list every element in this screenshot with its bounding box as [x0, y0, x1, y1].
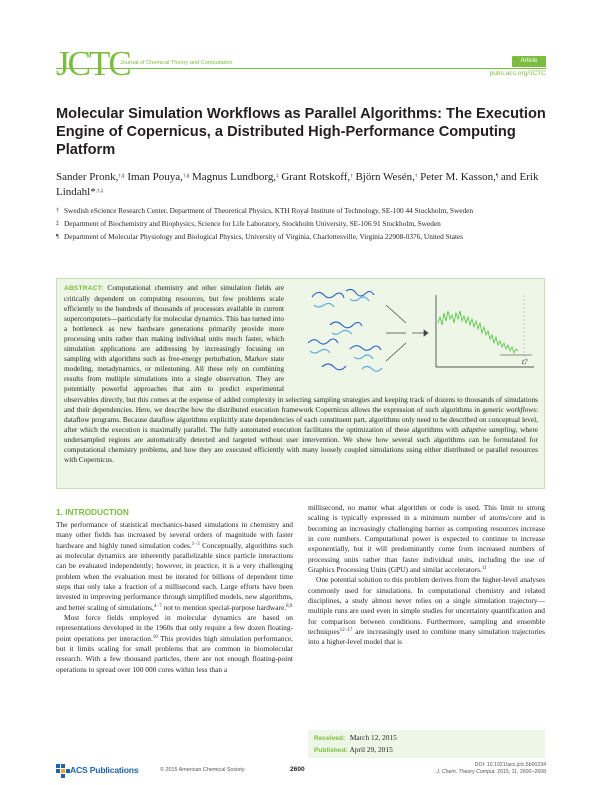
- affiliation-item: [56, 206, 546, 216]
- author-list: [56, 170, 546, 200]
- affiliation-symbol: ¶: [56, 234, 59, 240]
- published-date: April 29, 2015: [349, 744, 393, 754]
- citation-journal: J. Chem. Theory Comput.: [436, 769, 496, 775]
- citation-line: [436, 769, 546, 776]
- affiliation-text: Swedish eScience Research Center, Department of Theoretical Physics, KTH Royal Institute of Technology, SE-100 44 Stockholm, Sweden: [64, 206, 474, 215]
- body-paragraph: [56, 613, 293, 675]
- citation-ref[interactable]: 12−17: [339, 628, 353, 634]
- body-paragraph: [308, 503, 545, 575]
- affiliation-item: [56, 219, 546, 229]
- received-date: March 12, 2015: [349, 733, 397, 742]
- body-paragraph: [56, 520, 293, 613]
- author-affiliation-mark: ¶: [495, 174, 499, 179]
- journal-logo: [56, 44, 130, 86]
- header-divider: [56, 68, 546, 69]
- body-text: One potential solution to this problem derives from the higher-level analyses commonly used for simulations. In computational chemistry and related disciplines, a study almost never relies on a single simulation trajectory—multiple runs are used even in simple studies for uncertainty quantification and for comparison between conditions. Furthermore, sampling and ensemble techniques: [308, 575, 545, 637]
- publication-dates: [308, 730, 545, 758]
- doi-citation: [436, 762, 546, 776]
- affiliation-symbol: ‡: [56, 221, 59, 227]
- abstract-label: ABSTRACT:: [64, 285, 104, 292]
- author-name[interactable]: and Erik Lindahl*: [56, 171, 539, 198]
- article-type-badge: Article: [512, 56, 546, 67]
- publisher-name: ACS Publications: [70, 765, 139, 775]
- toc-graphic: [300, 283, 540, 383]
- body-column-left: [56, 520, 293, 675]
- body-text: not to mention special-purpose hardware.: [161, 602, 287, 612]
- copyright-notice: © 2015 American Chemical Society: [160, 767, 245, 773]
- doi-link[interactable]: DOI: 10.1021/acs.jctc.5b00234: [474, 762, 546, 768]
- abstract-text-part: : dataflow programs. Because dataflow algorithms explicitly state dependencies of each constituent part, algorithms only need to be described on conceptual level, after which the execution is maximally parallel. The fully automated execution facilitates the optimization of these algorithms with: [64, 404, 538, 434]
- author-name[interactable]: Grant Rotskoff,: [281, 171, 351, 183]
- toc-graphic-label: t?: [522, 358, 528, 366]
- affiliation-text: Department of Molecular Physiology and Biological Physics, University of Virginia, Charlottesville, Virginia 22908-0376, United States: [64, 232, 464, 241]
- workflow-arrows: [386, 305, 428, 361]
- journal-logo-letters: JCTC: [56, 44, 130, 83]
- author-affiliation-mark: †: [414, 174, 418, 179]
- journal-name: Journal of Chemical Theory and Computation: [120, 60, 233, 66]
- section-heading: 1. INTRODUCTION: [56, 507, 129, 517]
- author-name[interactable]: Magnus Lundborg,: [191, 171, 277, 183]
- citation-ref[interactable]: 10: [152, 634, 158, 640]
- body-text: The performance of statistical mechanics-based simulations in chemistry and many other fields has increased by several orders of magnitude with faster hardware and highly tuned simulation codes.: [56, 520, 293, 550]
- author-affiliation-mark: †,§: [118, 174, 125, 179]
- author-affiliation-mark: †: [350, 174, 353, 179]
- affiliation-item: [56, 232, 546, 242]
- author-name[interactable]: Björn Wesén,: [355, 171, 415, 183]
- received-label: Received:: [314, 735, 346, 742]
- abstract-text-part: , where undersampled regions are automatically detected and targeted without user intervention. We show how several such algorithms can be formulated for computational chemistry problems, and how they are executed efficiently with many loosely coupled simulations using either distributed or parallel resources with Copernicus.: [64, 424, 538, 464]
- body-paragraph: [308, 575, 545, 647]
- body-text: Conceptually, algorithms such as molecular dynamics are inherently parallelizable since particle interactions can be evaluated independently; however, in practice, it is a very challenging problem when the evaluation must be iterated for billions of dependent time steps that only take a fraction of a millisecond each. Large efforts have been invested in improving performance through simplified models, new algorithms, and better scaling of simulations,: [56, 540, 293, 612]
- author-affiliation-mark: ,†,‡: [95, 189, 104, 194]
- page-number: 2600: [290, 766, 305, 773]
- affiliation-symbol: †: [56, 208, 59, 214]
- affiliation-list: [56, 206, 546, 245]
- author-affiliation-mark: ‡: [276, 174, 279, 179]
- acs-logo-icon: [56, 764, 70, 778]
- author-name[interactable]: Peter M. Kasson,: [420, 171, 496, 183]
- body-column-right: [308, 503, 545, 648]
- molecule-structures: [308, 289, 382, 371]
- received-row: [314, 733, 539, 745]
- citation-details: 2015, 11, 2600−2608: [495, 769, 546, 775]
- author-affiliation-mark: †,§: [182, 174, 190, 179]
- journal-url-link[interactable]: pubs.acs.org/JCTC: [489, 70, 546, 77]
- trajectory-plot: [436, 295, 534, 367]
- abstract-emphasis: adaptive sampling: [461, 424, 516, 434]
- abstract-text-part: Computational chemistry and other simulation fields are critically dependent on computing resources, but few problems scale efficiently to the hundreds of thousands of processors available in current supercomputers—particularly for molecular dynamics. This has turned into a bottleneck as new hardware generations primarily provide more processing units rather than making individual units much faster, which simulation applications are addressing by increasingly focusing on sampling with algorithms such as free-energy perturbation, Markov state modeling, metadynamics, or milestoning. All these rely on combining results from multiple simulations into a single observation. They are potentially powerful approaches that aim to predict experimental observables directly, but this comes at the expense of added complexity in selecting sampling strategies and keeping track of dozens to thousands of simulations and their dependencies. Here, we describe how the distributed execution framework Copernicus allows the expression of such algorithms in generic: [64, 283, 538, 414]
- citation-ref[interactable]: 1−3: [191, 541, 200, 547]
- author-name[interactable]: Iman Pouya,: [127, 171, 183, 183]
- body-text: Most force fields employed in molecular dynamics are based on representations developed in the 1960s that only require a few dozen floating-point operations per interaction.: [56, 613, 293, 643]
- citation-ref[interactable]: 11: [481, 566, 487, 572]
- paper-title: Molecular Simulation Workflows as Parallel Algorithms: The Execution Engine of Copernicus, a Distributed High-Performance Computing Platform: [56, 106, 546, 158]
- author-name[interactable]: Sander Pronk,: [56, 171, 119, 183]
- abstract-emphasis: workflows: [505, 404, 536, 414]
- body-text: are increasingly used to combine many simulation trajectories into a higher-level model that is: [308, 627, 545, 647]
- body-text: millisecond, no matter what algorithm or code is used. This limit to strong scaling is typically expressed in a minimum number of atoms/core and is becoming an increasingly challenging barrier as computing resources increase in core numbers. Computational power is expected to continue to increase exponentially, but it will predominantly come from increased numbers of processing units rather than faster individual units, including the use of Graphics Processing Units (GPU) and similar accelerators.: [308, 503, 545, 575]
- published-row: [314, 745, 539, 757]
- citation-ref[interactable]: 4−7: [153, 603, 162, 609]
- affiliation-text: Department of Biochemistry and Biophysics, Science for Life Laboratory, Stockholm University, SE-106 91 Stockholm, Sweden: [64, 219, 441, 228]
- published-label: Published:: [314, 746, 348, 754]
- body-text: This provides high simulation performance, but it limits scaling for small problems that are common in biomolecular research. With a few thousand particles, there are not enough floating-point operations to spread over 100 000 cores within less than a: [56, 633, 293, 674]
- citation-ref[interactable]: 8,9: [286, 603, 293, 609]
